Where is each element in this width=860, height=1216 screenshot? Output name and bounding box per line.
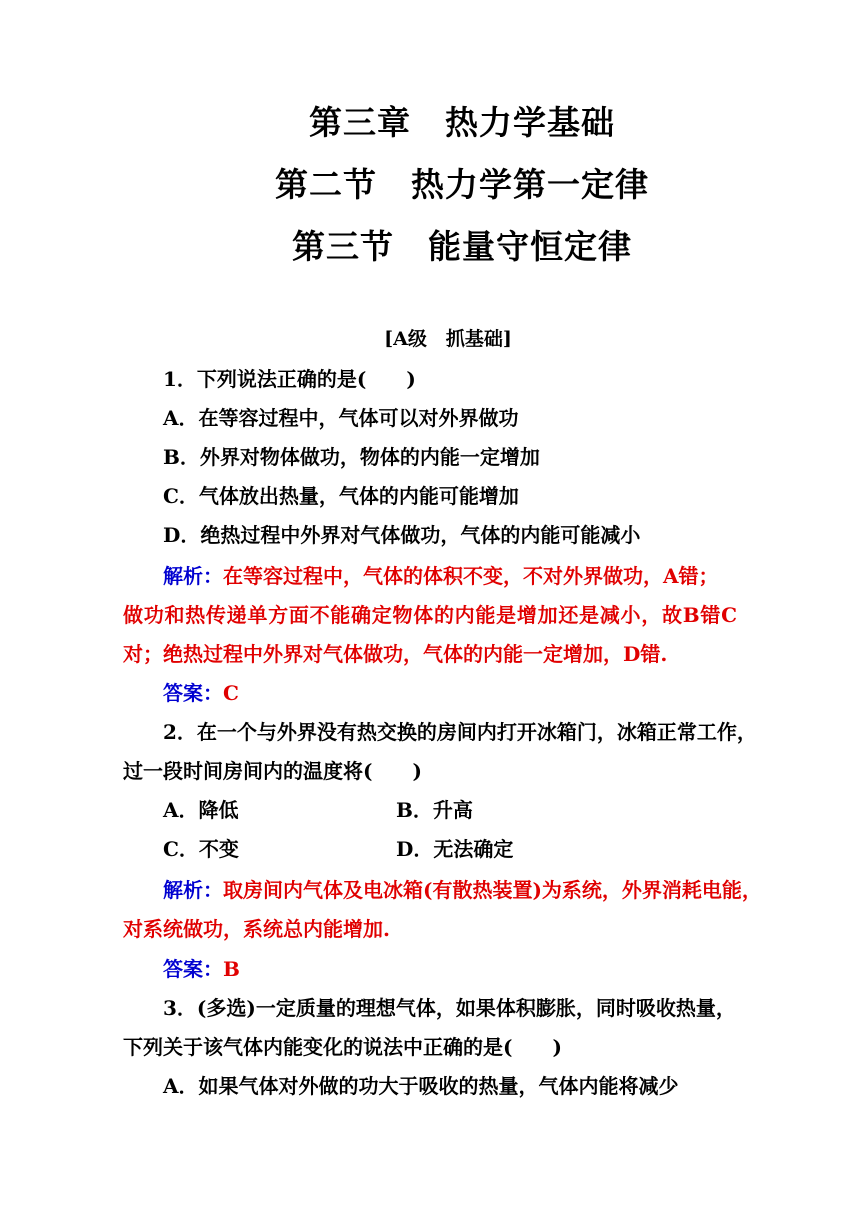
q2-answer-value: B (223, 957, 240, 981)
q1-stem: 1．下列说法正确的是( ) (163, 367, 416, 391)
q2-analysis-line-2: 对系统做功，系统总内能增加. (123, 917, 390, 941)
q1-option-b (163, 443, 540, 471)
q2-option-b: B．升高 (396, 798, 473, 822)
q1-analysis-label: 解析： (163, 564, 223, 588)
q2-analysis-label: 解析： (163, 878, 223, 902)
q1-option-c (163, 482, 519, 510)
q2-option-c: C．不变 (163, 837, 239, 861)
q1-analysis-line-1 (163, 562, 737, 590)
q1-option-a-text: A．在等容过程中，气体可以对外界做功 (163, 406, 519, 430)
q2-analysis-line-1 (163, 876, 762, 904)
q1-option-d-text: D．绝热过程中外界对气体做功，气体的内能可能减小 (163, 523, 641, 547)
q2-analysis-text-1: 取房间内气体及电冰箱(有散热装置)为系统，外界消耗电能， (223, 878, 762, 902)
q1-option-d (163, 521, 640, 549)
q1-analysis-line-3: 对；绝热过程中外界对气体做功，气体的内能一定增加，D错. (123, 642, 668, 666)
q1-option-c-text: C．气体放出热量，气体的内能可能增加 (163, 484, 519, 508)
q3-option-a: A．如果气体对外做的功大于吸收的热量，气体内能将减少 (163, 1074, 679, 1098)
q3-stem-line-2: 下列关于该气体内能变化的说法中正确的是( ) (123, 1035, 562, 1059)
q2-stem-line-2: 过一段时间房间内的温度将( ) (123, 759, 422, 783)
q1-option-b-text: B．外界对物体做功，物体的内能一定增加 (163, 445, 540, 469)
q1-analysis-text-1: 在等容过程中，气体的体积不变，不对外界做功，A错； (223, 564, 719, 588)
q2-option-a: A．降低 (163, 798, 239, 822)
q1-analysis-line-2: 做功和热传递单方面不能确定物体的内能是增加还是减小，故B错C (123, 603, 737, 627)
q3-stem-line-1: 3．(多选)一定质量的理想气体，如果体积膨胀，同时吸收热量， (163, 996, 736, 1020)
section-title-2: 第二节 热力学第一定律 (275, 165, 649, 204)
q1-option-a (163, 404, 519, 432)
q2-stem-line-1: 2．在一个与外界没有热交换的房间内打开冰箱门，冰箱正常工作， (163, 720, 757, 744)
chapter-title: 第三章 热力学基础 (309, 103, 615, 142)
level-heading: [A级 抓基础] (384, 328, 512, 350)
q1-answer (163, 679, 239, 707)
q1-answer-value: C (223, 681, 239, 705)
q2-answer (163, 955, 240, 983)
q2-option-d: D．无法确定 (396, 837, 514, 861)
section-title-3: 第三节 能量守恒定律 (292, 227, 632, 266)
q2-answer-label: 答案： (163, 957, 223, 981)
q1-answer-label: 答案： (163, 681, 223, 705)
